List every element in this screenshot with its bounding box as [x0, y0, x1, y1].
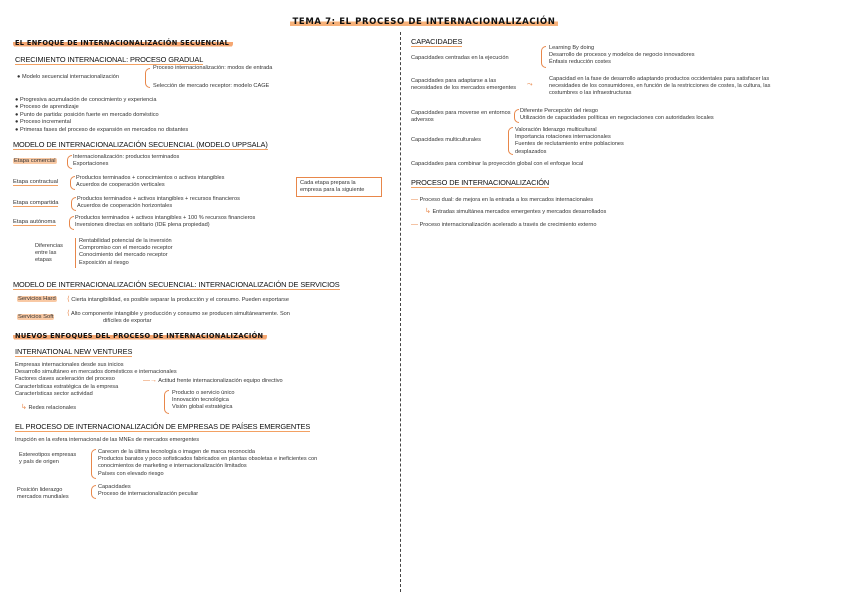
brace-inv-strategy — [164, 390, 169, 414]
stage-1-line-1: Internacionalización: productos terminados — [73, 154, 180, 160]
stage-3-line-1: Productos terminados + activos intangibles + recursos financieros — [77, 196, 240, 202]
cap-adapt-list: Capacidad en la fase de desarrollo adaptando productos occidentales para satisfacer las necesidades de los consumidores, en función de la restricciones de costes, la cultura, las costumbres o las infraestructuras — [549, 76, 771, 97]
stage-2-line-1: Productos terminados + conocimientos o activos intangibles — [76, 175, 225, 181]
brace-gradual — [145, 68, 150, 88]
subtitle-uppsala: MODELO DE INTERNACIONALIZACIÓN SECUENCIAL (MODELO UPPSALA) — [13, 140, 268, 149]
inv-lines: Empresas internacionales desde sus inicios Desarrollo simultáneo en mercados domésticos e internacionales Factores claves aceleración del proceso Características estratégica de la empresa Características sector actividad — [15, 362, 177, 397]
stage-1-line-2: Exportaciones — [73, 161, 109, 167]
gradual-bullets: ● Progresiva acumulación de conocimiento y experiencia ● Proceso de aprendizaje ● Punto de partida: posición fuerte en mercado doméstico ● Proceso incremental ● Primeras fases del proceso de expansión en mercados no distantes — [15, 97, 189, 133]
cap-execution-label: Capacidades centradas en la ejecución — [411, 55, 509, 61]
page-title: TEMA 7: EL PROCESO DE INTERNACIONALIZACIÓN — [0, 17, 848, 27]
subtitle-inv: INTERNATIONAL NEW VENTURES — [15, 347, 133, 356]
process-simultaneous: ↳ Entradas simultánea mercados emergentes y mercados desarrollados — [425, 208, 607, 215]
differences-label: Diferencias entre las etapas — [35, 243, 63, 263]
stage-4-line-1: Productos terminados + activos intangibles + 100 % recursos financieros — [75, 215, 256, 221]
process-dual: — Proceso dual: de mejora en la entrada a los mercados internacionales — [411, 196, 594, 203]
cap-adverse-label: Capacidades para moverse en entornos adversos — [411, 110, 511, 124]
brace-cap-multicultural — [508, 127, 513, 155]
brace-stage-4 — [69, 216, 74, 230]
subtitle-emerging: EL PROCESO DE INTERNACIONALIZACIÓN DE EMPRESAS DE PAÍSES EMERGENTES — [15, 422, 311, 431]
cap-adapt-label: Capacidades para adaptarse a las necesidades de los mercados emergentes — [411, 78, 517, 92]
stage-autonomous-label: Etapa autónoma — [13, 219, 56, 225]
process-accelerated: — Proceso internacionalización acelerado a través de crecimiento externo — [411, 221, 597, 228]
cap-adverse-list: Diferente Percepción del riesgo Utilización de capacidades políticas en negociaciones con autoridades locales — [520, 108, 714, 122]
cap-execution-list: Learning By doing Desarrollo de procesos y modelos de negocio innovadores Énfasis reducción costes — [549, 45, 695, 66]
stage-3-line-2: Acuerdos de cooperación horizontales — [77, 203, 173, 209]
subtitle-capabilities: CAPACIDADES — [411, 37, 463, 46]
stage-contractual-label: Etapa contractual — [13, 179, 59, 185]
services-hard-text: ⟨ Cierta intangibilidad, es posible separar la producción y el consumo. Pueden exportarse — [67, 296, 289, 303]
differences-bar — [75, 238, 76, 268]
brace-cap-adverse — [514, 109, 519, 123]
services-soft-text: ⟨ Alto componente intangible y producción y consumo se producen simultáneamente. Son — [67, 310, 290, 317]
inv-attitude: —→ Actitud frente internacionalización equipo directivo — [143, 377, 283, 384]
stereotypes-label: Estereotipos empresas y país de origen — [19, 452, 77, 465]
gradual-entry-modes: Proceso internacionalización: modos de entrada — [153, 65, 273, 71]
cap-adapt-arrow: ⤳ — [527, 81, 533, 88]
inv-networks: ↳ Redes relacionales — [21, 404, 77, 411]
cap-multicultural-list: Valoración liderazgo multicultural Importancia rotaciones internacionales Fuentes de reclutamiento entre poblaciones desplazados — [515, 127, 624, 155]
services-soft-text-2: difíciles de exportar — [103, 318, 152, 324]
subtitle-services: MODELO DE INTERNACIONALIZACIÓN SECUENCIAL: INTERNACIONALIZACIÓN DE SERVICIOS — [13, 280, 340, 289]
brace-stereotypes — [91, 449, 96, 479]
gradual-model: ● Modelo secuencial internacionalización — [17, 74, 119, 80]
gradual-cage: Selección de mercado receptor: modelo CAGE — [153, 83, 270, 89]
brace-leadership — [91, 485, 96, 499]
differences-list: Rentabilidad potencial de la inversión Compromiso con el mercado receptor Conocimiento del mercado receptor Exposición al riesgo — [79, 238, 173, 266]
stage-note-box: Cada etapa prepara la empresa para la siguiente — [296, 177, 382, 197]
brace-stage-2 — [70, 176, 75, 190]
emerging-intro: Irrupción en la esfera internacional de las MNEs de mercados emergentes — [15, 437, 200, 443]
cap-global-local: Capacidades para combinar la proyección global con el enfoque local — [411, 161, 584, 167]
stage-4-line-2: Inversiones directas en solitario (IDE plena propiedad) — [75, 222, 210, 228]
services-hard-label: Servicios Hard — [18, 296, 56, 302]
cap-multicultural-label: Capacidades multiculturales — [411, 137, 481, 143]
brace-stage-1 — [67, 155, 72, 169]
section-title-sequential: EL ENFOQUE DE INTERNACIONALIZACIÓN SECUENCIAL — [13, 39, 233, 47]
inv-strategy-list: Producto o servicio único Innovación tecnológica Visión global estratégica — [172, 390, 235, 411]
brace-stage-3 — [71, 197, 76, 211]
stage-2-line-2: Acuerdos de cooperación verticales — [76, 182, 165, 188]
subtitle-gradual: CRECIMIENTO INTERNACIONAL: PROCESO GRADUAL — [15, 55, 204, 64]
column-divider — [400, 32, 401, 592]
services-soft-label: Servicios Soft — [18, 314, 54, 320]
stereotypes-list: Carecen de la última tecnología o imagen de marca reconocida Productos baratos y poco sofisticados fabricados en plantas obsoletas e ineficientes con conocimientos de marketing e internacionalización limitados Países con elevado riesgo — [98, 449, 318, 477]
brace-cap-execution — [541, 46, 546, 68]
stage-commercial-label: Etapa comercial — [14, 158, 56, 164]
stage-shared-label: Etapa compartida — [13, 200, 59, 206]
section-title-new-approaches: NUEVOS ENFOQUES DEL PROCESO DE INTERNACIONALIZACIÓN — [13, 332, 267, 340]
leadership-list: Capacidades Proceso de internacionalización peculiar — [98, 484, 199, 498]
subtitle-process: PROCESO DE INTERNACIONALIZACIÓN — [411, 178, 550, 187]
leadership-label: Posición liderazgo mercados mundiales — [17, 487, 69, 500]
